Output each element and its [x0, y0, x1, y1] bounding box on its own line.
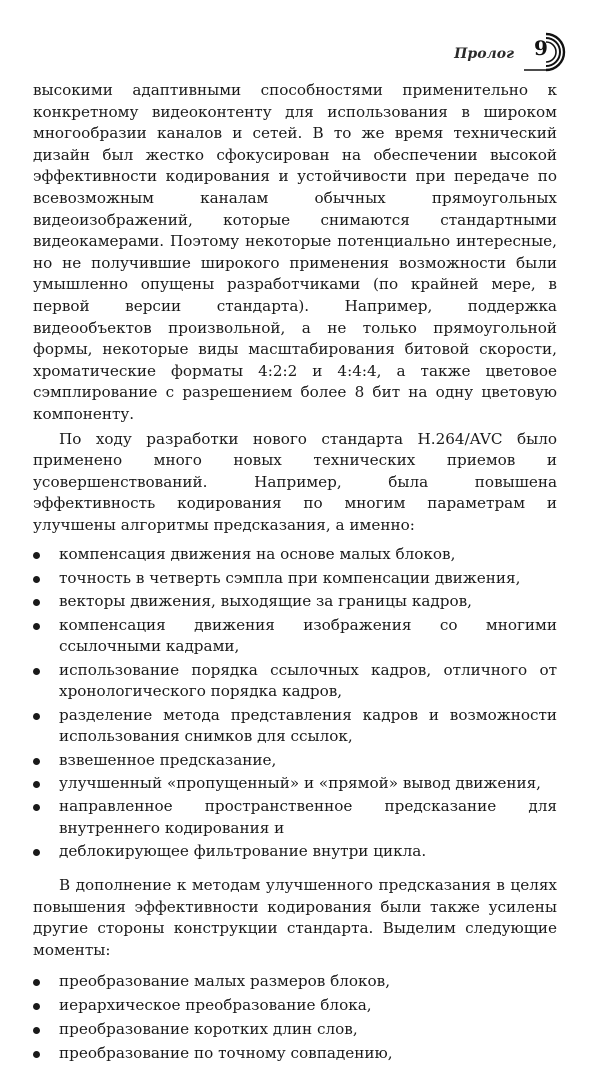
bullet-icon [33, 804, 40, 811]
bullet-icon [33, 713, 40, 720]
list-item-text: преобразование коротких длин слов, [59, 1019, 358, 1038]
bullet-icon [33, 1003, 40, 1010]
bullet-icon [33, 758, 40, 765]
list-item-text: взвешенное предсказание, [59, 750, 277, 769]
list-item-text: иерархическое преобразование блока, [59, 996, 372, 1015]
list-item [33, 796, 557, 839]
running-title: Пролог [454, 46, 514, 62]
bullet-icon [33, 1051, 40, 1058]
page-number: 9 [534, 36, 548, 60]
list-item-text: преобразование малых размеров блоков, [59, 972, 391, 991]
list-item [33, 841, 557, 863]
list-item-text: разделение метода представления кадров и возможности использования снимков для ссылок, [59, 705, 557, 746]
paragraph: высокими адаптивными способностями применительно к конкретному видеоконтенту для использования в широком многообразии каналов и сетей. В то же время технический дизайн был жестко сфокусирован на обеспечении высокой эффективности кодирования и устойчивости при передаче по всевозможным каналам обычных прямоугольных видеоизображений, которые снимаются стандартными видеокамерами. Поэтому некоторые потенциально интересные, но не получившие широкого применения возможности были умышленно опущены разработчиками (по крайней мере, в первой версии стандарта). Например, поддержка видеообъектов произвольной, а не только прямоугольной формы, некоторые виды масштабирования битовой скорости, хроматические форматы 4:2:2 и 4:4:4, а также цветовое сэмплирование с разрешением более 8 бит на одну цветовую компоненту. [33, 81, 557, 423]
list-item-text: векторы движения, выходящие за границы кадров, [59, 592, 472, 611]
bullet-icon [33, 781, 40, 788]
list-item-text: точность в четверть сэмпла при компенсации движения, [59, 568, 521, 587]
list-item [33, 544, 557, 566]
list-item [33, 568, 557, 590]
list-item [33, 591, 557, 613]
list-item [33, 750, 557, 772]
bullet-icon [33, 849, 40, 856]
page-body [33, 80, 557, 1066]
list-item-text: использование порядка ссылочных кадров, отличного от хронологического порядка кадров, [59, 660, 557, 701]
bullet-icon [33, 979, 40, 986]
page-header [454, 32, 568, 72]
bullet-icon [33, 552, 40, 559]
list-item [33, 1043, 557, 1065]
bullet-icon [33, 623, 40, 630]
paragraph: По ходу разработки нового стандарта H.264/AVC было применено много новых технических приемов и усовершенствований. Например, была повышена эффективность кодирования по многим параметрам и улучшены алгоритмы предсказания, а именно: [33, 429, 557, 534]
page-number-badge [524, 32, 568, 72]
list-item-text: улучшенный «пропущенный» и «прямой» вывод движения, [59, 773, 541, 792]
improvements-list [33, 544, 557, 862]
bullet-icon [33, 668, 40, 675]
list-item [33, 615, 557, 658]
list-item-text: направленное пространственное предсказание для внутреннего кодирования и [59, 797, 557, 837]
list-item-text: компенсация движения изображения со многими ссылочными кадрами, [59, 615, 557, 656]
list-item-text: преобразование по точному совпадению, [59, 1043, 393, 1062]
list-item-text: деблокирующее фильтрование внутри цикла. [59, 842, 427, 861]
bullet-icon [33, 576, 40, 583]
list-item [33, 773, 557, 795]
list-item [33, 660, 557, 703]
bullet-icon [33, 1027, 40, 1034]
list-item [33, 995, 557, 1017]
list-item [33, 1019, 557, 1041]
list-item-text: компенсация движения на основе малых блоков, [59, 545, 456, 564]
bullet-icon [33, 599, 40, 606]
design-features-list [33, 971, 557, 1064]
paragraph: В дополнение к методам улучшенного предсказания в целях повышения эффективности кодирования были также усилены другие стороны конструкции стандарта. Выделим следующие моменты: [33, 875, 557, 959]
list-item [33, 705, 557, 748]
